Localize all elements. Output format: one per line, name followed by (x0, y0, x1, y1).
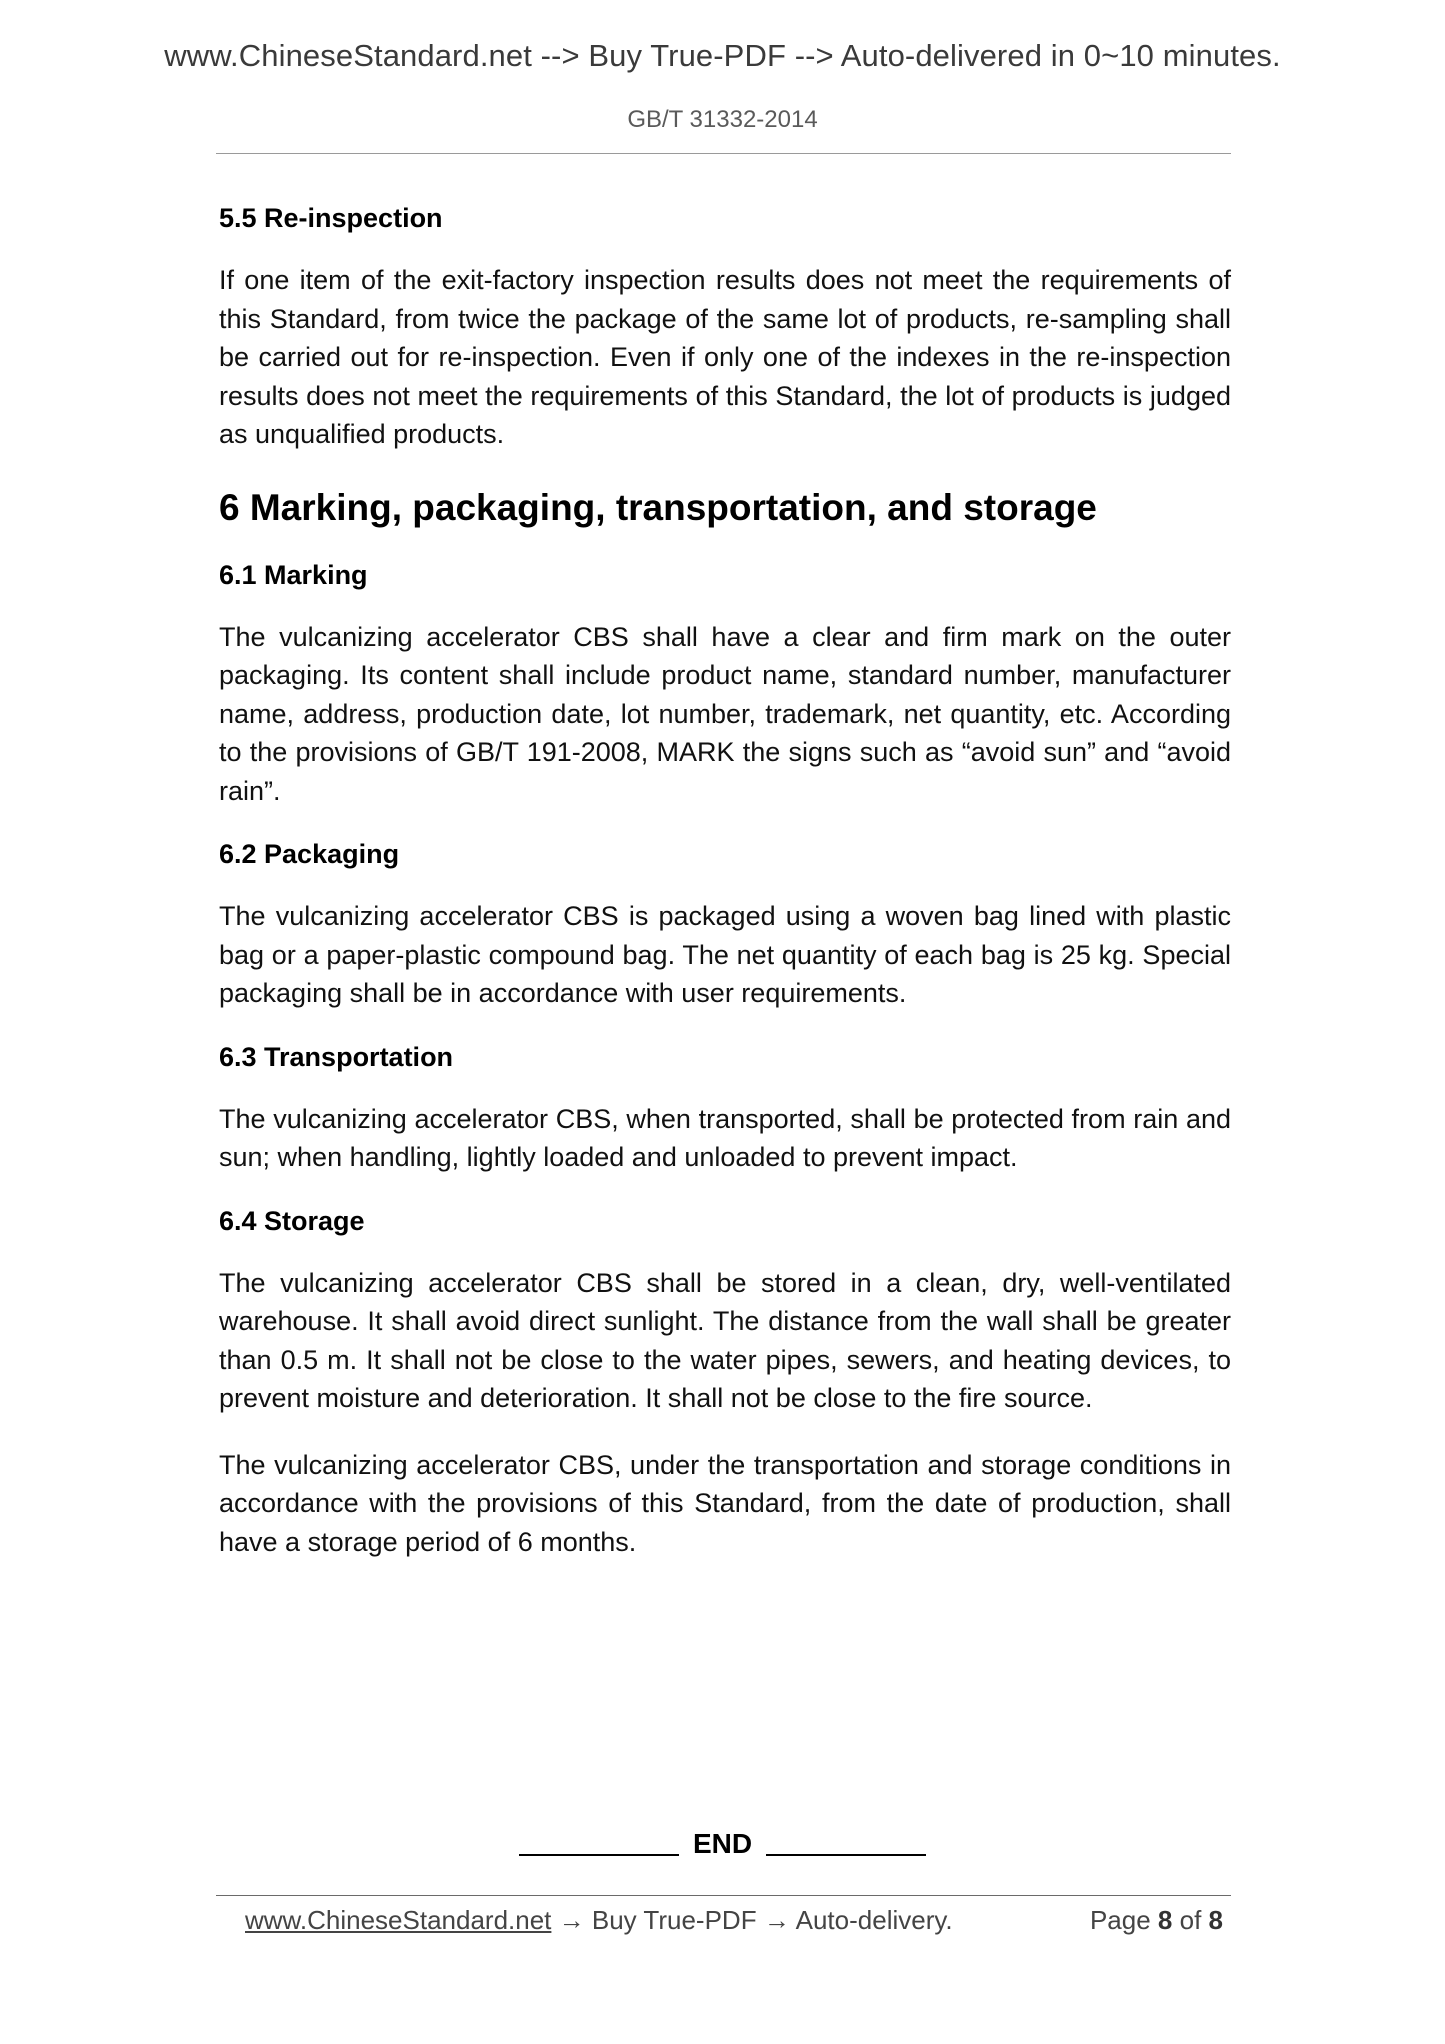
section-6-1-title: 6.1 Marking (219, 559, 368, 590)
section-5-5-title: 5.5 Re-inspection (219, 203, 443, 233)
footer-delivery-text: Auto-delivery. (795, 1905, 953, 1935)
section-6-2-title: 6.2 Packaging (219, 839, 400, 869)
page-current: 8 (1157, 1905, 1173, 1935)
section-6-3-text: The vulcanizing accelerator CBS, when transported, shall be protected from rain and sun; when handling, lightly loaded and unloaded to prevent impact. (219, 1103, 1231, 1172)
section-6-2-text: The vulcanizing accelerator CBS is packaged using a woven bag lined with plastic bag or a paper-plastic compound bag. The net quantity of each bag is 25 kg. Special packaging shall be in accordance with user requirements. (219, 901, 1231, 1008)
end-right-rule (766, 1854, 926, 1856)
page-total: 8 (1208, 1905, 1223, 1935)
section-6-1-text: The vulcanizing accelerator CBS shall have a clear and firm mark on the outer packaging. Its content shall include product name, standard number, manufacturer name, address, production date, lot number, trademark, net quantity, etc. According to the provisions of GB/T 191-2008, MARK the signs such as “avoid sun” and “avoid rain”. (219, 621, 1231, 806)
of-label: of (1179, 1905, 1202, 1935)
footer-divider (216, 1895, 1231, 1896)
section-6-4-text-1: The vulcanizing accelerator CBS shall be stored in a clean, dry, well-ventilated warehouse. It shall avoid direct sunlight. The distance from the wall shall be greater than 0.5 m. It shall not be close to the water pipes, sewers, and heating devices, to prevent moisture and deterioration. It shall not be close to the fire source. (219, 1267, 1231, 1413)
page-number (1090, 1900, 1223, 1940)
arrow-right-icon: → (763, 1905, 790, 1935)
section-6-3-title: 6.3 Transportation (219, 1041, 454, 1072)
header-divider (216, 153, 1231, 154)
section-6-4-title: 6.4 Storage (219, 1205, 365, 1236)
section-6-title: 6 Marking, packaging, transportation, and storage (219, 486, 1097, 528)
top-banner: www.ChineseStandard.net --> Buy True-PDF --> Auto-delivered in 0~10 minutes. (164, 38, 1281, 73)
footer-buy-text: Buy True-PDF (591, 1905, 757, 1935)
standard-id: GB/T 31332-2014 (627, 106, 818, 133)
page-content (219, 196, 1231, 1561)
end-left-rule (519, 1854, 679, 1856)
footer-left (245, 1900, 953, 1940)
section-6-4-text-2: The vulcanizing accelerator CBS, under the transportation and storage conditions in accordance with the provisions of this Standard, from the date of production, shall have a storage period of 6 months. (219, 1449, 1231, 1557)
end-text: END (692, 1828, 753, 1859)
arrow-right-icon: → (558, 1905, 585, 1935)
end-marker (0, 1828, 1445, 1860)
footer-site-link[interactable]: www.ChineseStandard.net (245, 1905, 552, 1935)
section-5-5-text: If one item of the exit-factory inspection results does not meet the requirements of this Standard, from twice the package of the same lot of products, re-sampling shall be carried out for re-inspection. Even if only one of the indexes in the re-inspection results does not meet the requirements of this Standard, the lot of products is judged as unqualified products. (219, 265, 1231, 449)
page-label: Page (1089, 1905, 1151, 1935)
